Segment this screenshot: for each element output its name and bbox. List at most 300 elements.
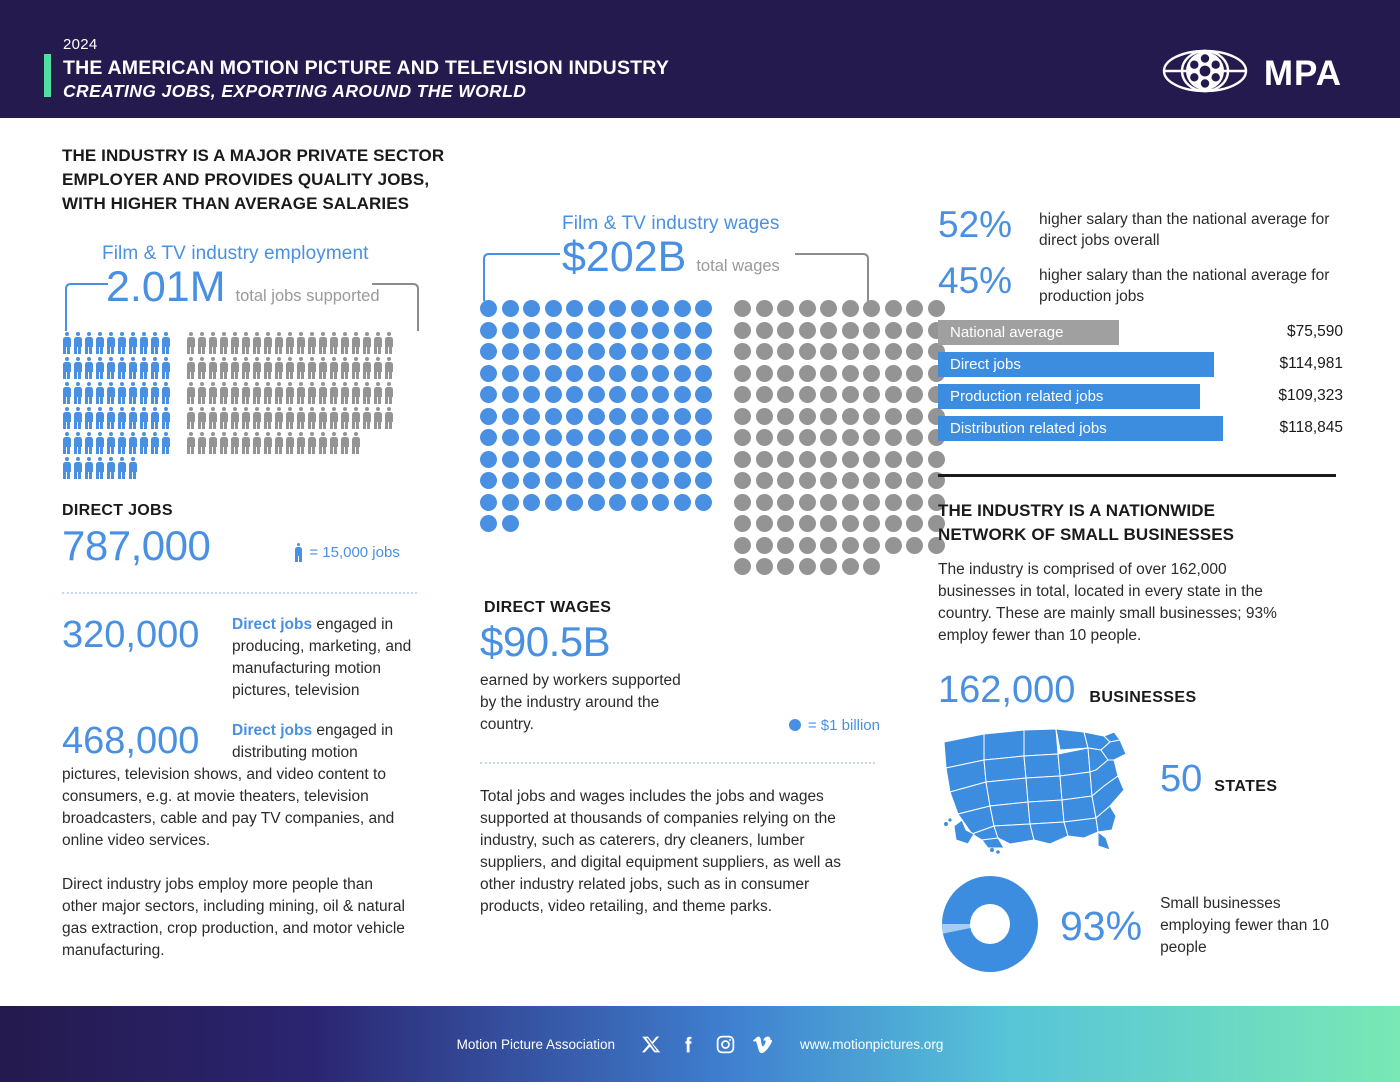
dot-icon: [906, 386, 923, 403]
person-icon: [351, 382, 360, 404]
dot-row: [734, 494, 945, 511]
dot-icon: [863, 451, 880, 468]
dot-icon: [863, 494, 880, 511]
dot-icon: [480, 343, 497, 360]
dot-icon: [842, 408, 859, 425]
person-icon: [150, 407, 159, 429]
dot-icon: [631, 429, 648, 446]
person-icon: [241, 357, 250, 379]
dot-icon: [863, 386, 880, 403]
dot-icon: [799, 472, 816, 489]
person-icon: [230, 432, 239, 454]
dot-icon: [652, 408, 669, 425]
dot-icon: [480, 365, 497, 382]
instagram-icon[interactable]: [715, 1034, 736, 1055]
dot-row: [734, 343, 945, 360]
person-icon: [241, 382, 250, 404]
dot-icon: [820, 494, 837, 511]
dot-icon: [906, 343, 923, 360]
person-icon: [117, 432, 126, 454]
dot-icon: [777, 494, 794, 511]
person-icon: [241, 432, 250, 454]
person-icon: [219, 432, 228, 454]
dot-icon: [480, 322, 497, 339]
dot-icon: [566, 408, 583, 425]
salary-bar-value: $118,845: [1279, 419, 1343, 437]
dot-icon: [674, 451, 691, 468]
dot-icon: [756, 558, 773, 575]
person-icon: [252, 357, 261, 379]
dot-icon: [502, 429, 519, 446]
dot-icon: [906, 494, 923, 511]
dot-icon: [652, 494, 669, 511]
person-icon: [296, 332, 305, 354]
dot-icon: [885, 515, 902, 532]
person-icon: [263, 407, 272, 429]
person-icon: [274, 357, 283, 379]
dot-icon: [885, 472, 902, 489]
person-icon: [285, 407, 294, 429]
pictogram-group-other: [186, 332, 393, 482]
dot-icon: [756, 537, 773, 554]
dot-row: [480, 494, 712, 511]
person-icon: [373, 407, 382, 429]
businesses-paragraph: The industry is comprised of over 162,000 businesses in total, located in every state in the country. These are mainly small businesses; 93% employ fewer than 10 people.: [938, 560, 1277, 644]
wages-paragraph: Total jobs and wages includes the jobs and wages supported at thousands of companies relying on the industry, such as caterers, dry cleaners, lumber suppliers, and digital equipment suppliers, as well as other industry related jobs, such as in consumer products, video retailing, and theme parks.: [480, 787, 842, 915]
stat-producing-lead: Direct jobs: [232, 616, 313, 634]
salary-bar-row: [938, 416, 1343, 441]
person-icon: [241, 407, 250, 429]
footer-org: Motion Picture Association: [456, 1036, 616, 1052]
businesses-count-label: BUSINESSES: [1089, 688, 1197, 706]
person-icon: [150, 432, 159, 454]
dot-icon: [820, 408, 837, 425]
dot-icon: [652, 386, 669, 403]
dot-icon: [631, 408, 648, 425]
dot-icon: [674, 365, 691, 382]
header-accent-bar: [44, 54, 51, 97]
donut-chart-93-percent: [938, 872, 1042, 981]
usa-map-icon: [938, 720, 1148, 860]
dot-icon: [695, 322, 712, 339]
header-title: THE AMERICAN MOTION PICTURE AND TELEVISION INDUSTRY: [63, 57, 670, 79]
person-icon: [197, 432, 206, 454]
header-year: 2024: [63, 36, 98, 53]
dot-icon: [799, 451, 816, 468]
dot-row: [480, 408, 712, 425]
salary-percent-item: [938, 259, 1343, 308]
x-twitter-icon[interactable]: [641, 1034, 662, 1055]
dot-icon: [674, 472, 691, 489]
dot-icon: [842, 322, 859, 339]
dot-icon: [588, 365, 605, 382]
employment-legend-text: = 15,000 jobs: [309, 543, 400, 561]
dot-icon: [609, 343, 626, 360]
person-icon: [186, 357, 195, 379]
dot-icon: [842, 472, 859, 489]
dot-icon: [523, 408, 540, 425]
dot-icon: [695, 386, 712, 403]
dot-icon: [588, 386, 605, 403]
dot-icon: [885, 494, 902, 511]
salary-bar: [938, 384, 1200, 409]
wages-total-value: $202B: [562, 233, 687, 281]
dot-icon: [588, 451, 605, 468]
dot-icon: [756, 365, 773, 382]
person-icon: [307, 432, 316, 454]
dot-row: [734, 537, 945, 554]
dot-icon: [906, 537, 923, 554]
salary-bar-value: $109,323: [1278, 387, 1343, 405]
salary-percent-text: higher salary than the national average for production jobs: [1039, 266, 1330, 305]
dot-icon: [480, 515, 497, 532]
dot-icon: [885, 322, 902, 339]
person-icon: [274, 407, 283, 429]
person-icon: [384, 407, 393, 429]
dot-icon: [756, 494, 773, 511]
direct-jobs-label: DIRECT JOBS: [62, 502, 173, 520]
stat-producing-number: 320,000: [62, 614, 200, 657]
dot-icon: [734, 558, 751, 575]
person-icon: [150, 382, 159, 404]
header-title-block: [44, 36, 669, 104]
person-icon: [329, 332, 338, 354]
dot-icon: [631, 322, 648, 339]
pictogram-row: [62, 357, 170, 379]
dot-icon: [842, 451, 859, 468]
vimeo-icon[interactable]: [752, 1033, 774, 1055]
dot-icon: [523, 451, 540, 468]
column-employment: [62, 118, 462, 962]
person-icon: [139, 357, 148, 379]
person-icon: [340, 357, 349, 379]
person-icon: [128, 407, 137, 429]
person-icon: [263, 332, 272, 354]
person-icon: [117, 357, 126, 379]
dot-icon: [631, 451, 648, 468]
person-icon: [340, 432, 349, 454]
person-icon: [351, 407, 360, 429]
dot-icon: [906, 322, 923, 339]
dot-icon: [652, 451, 669, 468]
dot-icon: [695, 472, 712, 489]
dot-icon: [885, 300, 902, 317]
employment-total-label: total jobs supported: [235, 287, 380, 306]
salary-bar-chart: [938, 320, 1343, 441]
employment-paragraph: Direct industry jobs employ more people than other major sectors, including mining, oil & natural gas extraction, crop production, and motor vehicle manufacturing.: [62, 876, 405, 960]
person-icon: [186, 407, 195, 429]
footer-social-icons: [641, 1033, 774, 1055]
person-icon: [62, 357, 71, 379]
dot-icon: [756, 386, 773, 403]
dot-icon: [777, 343, 794, 360]
dot-icon: [842, 515, 859, 532]
dot-icon: [480, 429, 497, 446]
person-icon: [62, 382, 71, 404]
dot-icon: [756, 408, 773, 425]
person-icon: [197, 382, 206, 404]
dot-icon: [631, 386, 648, 403]
facebook-icon[interactable]: [678, 1034, 699, 1055]
person-icon: [219, 332, 228, 354]
direct-wages-label: DIRECT WAGES: [484, 598, 612, 616]
pictogram-row: [186, 407, 393, 429]
person-icon: [362, 407, 371, 429]
person-icon: [73, 382, 82, 404]
person-icon: [106, 357, 115, 379]
person-icon: [274, 432, 283, 454]
pictogram-row: [62, 407, 170, 429]
salary-percent-item: [938, 206, 1343, 252]
person-icon: [186, 332, 195, 354]
dot-icon: [756, 343, 773, 360]
dot-icon: [545, 322, 562, 339]
dot-icon: [842, 365, 859, 382]
dot-icon: [609, 386, 626, 403]
salary-percent-list: [938, 206, 1343, 308]
dot-group-direct-wages: [480, 300, 712, 580]
dot-icon: [799, 322, 816, 339]
wages-legend: [789, 717, 880, 734]
salary-bar: [938, 416, 1223, 441]
dot-icon: [545, 365, 562, 382]
person-icon: [230, 382, 239, 404]
dot-icon: [842, 494, 859, 511]
person-icon: [128, 382, 137, 404]
dot-icon: [480, 408, 497, 425]
dot-icon: [502, 343, 519, 360]
dot-icon: [523, 429, 540, 446]
person-icon: [95, 332, 104, 354]
person-icon: [351, 432, 360, 454]
person-icon: [73, 332, 82, 354]
person-icon: [62, 432, 71, 454]
page-footer: [0, 1006, 1400, 1082]
dot-icon: [885, 429, 902, 446]
dot-icon: [566, 472, 583, 489]
dot-icon: [799, 386, 816, 403]
dot-icon: [906, 451, 923, 468]
person-icon: [197, 332, 206, 354]
salary-percent-value: 52%: [938, 204, 1013, 245]
dot-icon: [480, 472, 497, 489]
dot-icon: [789, 719, 801, 731]
person-icon: [294, 543, 302, 562]
salary-bar-row: [938, 320, 1343, 345]
dot-icon: [652, 472, 669, 489]
footer-url: www.motionpictures.org: [800, 1036, 944, 1052]
salary-bar-value: $75,590: [1286, 323, 1343, 341]
person-icon: [95, 357, 104, 379]
dot-icon: [906, 515, 923, 532]
salary-bar-label: Production related jobs: [950, 387, 1104, 405]
donut-text: Small businesses employing fewer than 10 people: [1160, 895, 1329, 957]
dot-row: [734, 322, 945, 339]
person-icon: [307, 332, 316, 354]
person-icon: [252, 407, 261, 429]
person-icon: [208, 432, 217, 454]
dot-icon: [734, 451, 751, 468]
dot-row: [480, 343, 712, 360]
dot-icon: [631, 365, 648, 382]
dot-icon: [842, 386, 859, 403]
dot-icon: [674, 386, 691, 403]
dot-icon: [756, 429, 773, 446]
salary-bar: [938, 320, 1119, 345]
dot-icon: [799, 408, 816, 425]
employment-legend: [294, 543, 400, 562]
person-icon: [208, 332, 217, 354]
dot-row: [734, 515, 945, 532]
dot-icon: [609, 429, 626, 446]
donut-value: 93%: [1060, 902, 1143, 949]
dot-icon: [545, 408, 562, 425]
dot-row: [480, 429, 712, 446]
person-icon: [95, 457, 104, 479]
pictogram-row: [186, 432, 393, 454]
person-icon: [95, 382, 104, 404]
dot-icon: [545, 472, 562, 489]
dot-icon: [609, 365, 626, 382]
dot-icon: [652, 365, 669, 382]
person-icon: [84, 457, 93, 479]
mpa-logo-text: MPA: [1263, 53, 1342, 93]
person-icon: [95, 407, 104, 429]
person-icon: [296, 432, 305, 454]
dot-icon: [777, 429, 794, 446]
dot-icon: [820, 537, 837, 554]
pictogram-row: [62, 332, 170, 354]
dot-icon: [588, 343, 605, 360]
dot-icon: [674, 408, 691, 425]
header-subtitle: CREATING JOBS, EXPORTING AROUND THE WORLD: [63, 81, 527, 102]
dot-row: [480, 365, 712, 382]
person-icon: [106, 407, 115, 429]
stat-producing-text: engaged in producing, marketing, and manufacturing motion pictures, television: [232, 616, 412, 700]
dot-icon: [863, 343, 880, 360]
person-icon: [318, 407, 327, 429]
person-icon: [84, 432, 93, 454]
direct-wages-value: $90.5B: [480, 617, 611, 665]
person-icon: [139, 407, 148, 429]
dot-icon: [906, 472, 923, 489]
dot-icon: [820, 386, 837, 403]
stat-distributing-text-head: engaged in distributing motion: [232, 722, 394, 762]
dot-icon: [777, 365, 794, 382]
dot-icon: [480, 451, 497, 468]
person-icon: [62, 457, 71, 479]
dot-icon: [777, 386, 794, 403]
dot-icon: [820, 472, 837, 489]
person-icon: [117, 332, 126, 354]
dot-icon: [566, 494, 583, 511]
person-icon: [128, 332, 137, 354]
mpa-logo: [1162, 46, 1342, 101]
person-icon: [161, 382, 170, 404]
dot-icon: [588, 494, 605, 511]
dot-icon: [674, 343, 691, 360]
dot-icon: [695, 494, 712, 511]
person-icon: [208, 357, 217, 379]
person-icon: [106, 382, 115, 404]
businesses-count-row: [938, 669, 1343, 712]
dot-icon: [674, 322, 691, 339]
dot-icon: [566, 365, 583, 382]
dot-icon: [502, 408, 519, 425]
person-icon: [161, 407, 170, 429]
person-icon: [117, 457, 126, 479]
dot-icon: [523, 343, 540, 360]
dot-icon: [799, 515, 816, 532]
person-icon: [340, 382, 349, 404]
salary-bar-label: Distribution related jobs: [950, 419, 1107, 437]
dot-icon: [566, 386, 583, 403]
dot-icon: [695, 451, 712, 468]
dot-icon: [734, 429, 751, 446]
dot-icon: [545, 386, 562, 403]
dot-row: [734, 408, 945, 425]
dot-icon: [695, 365, 712, 382]
person-icon: [219, 407, 228, 429]
person-icon: [263, 432, 272, 454]
dot-icon: [756, 451, 773, 468]
dot-icon: [906, 365, 923, 382]
dot-icon: [502, 365, 519, 382]
pictogram-row: [186, 382, 393, 404]
dot-icon: [734, 472, 751, 489]
person-icon: [186, 432, 195, 454]
dot-icon: [799, 365, 816, 382]
person-icon: [73, 457, 82, 479]
dot-icon: [777, 451, 794, 468]
person-icon: [362, 332, 371, 354]
person-icon: [351, 332, 360, 354]
dot-icon: [609, 451, 626, 468]
dot-icon: [480, 494, 497, 511]
dot-icon: [609, 408, 626, 425]
states-number: 50: [1160, 757, 1203, 800]
person-icon: [384, 382, 393, 404]
person-icon: [197, 407, 206, 429]
businesses-section-heading: THE INDUSTRY IS A NATIONWIDE NETWORK OF SMALL BUSINESSES: [938, 500, 1235, 544]
dot-icon: [885, 537, 902, 554]
dot-icon: [609, 322, 626, 339]
person-icon: [106, 332, 115, 354]
dot-icon: [863, 558, 880, 575]
dot-icon: [820, 558, 837, 575]
stat-distributing-text-rest: pictures, television shows, and video content to consumers, e.g. at movie theaters, television broadcasters, cable and pay TV companies, and online video services.: [62, 766, 395, 850]
divider-thick-right: [938, 474, 1336, 477]
dot-icon: [588, 322, 605, 339]
dot-row: [734, 472, 945, 489]
dot-icon: [566, 322, 583, 339]
person-icon: [230, 357, 239, 379]
person-icon: [241, 332, 250, 354]
dot-icon: [863, 408, 880, 425]
dot-icon: [885, 365, 902, 382]
dot-icon: [820, 322, 837, 339]
dot-icon: [777, 322, 794, 339]
page-header: [0, 0, 1400, 118]
person-icon: [340, 407, 349, 429]
dot-icon: [609, 494, 626, 511]
businesses-count-number: 162,000: [938, 668, 1076, 711]
dot-icon: [588, 429, 605, 446]
direct-jobs-value: 787,000: [62, 522, 211, 570]
dot-icon: [756, 472, 773, 489]
salary-percent-text: higher salary than the national average for direct jobs overall: [1039, 211, 1330, 249]
dot-row: [480, 472, 712, 489]
